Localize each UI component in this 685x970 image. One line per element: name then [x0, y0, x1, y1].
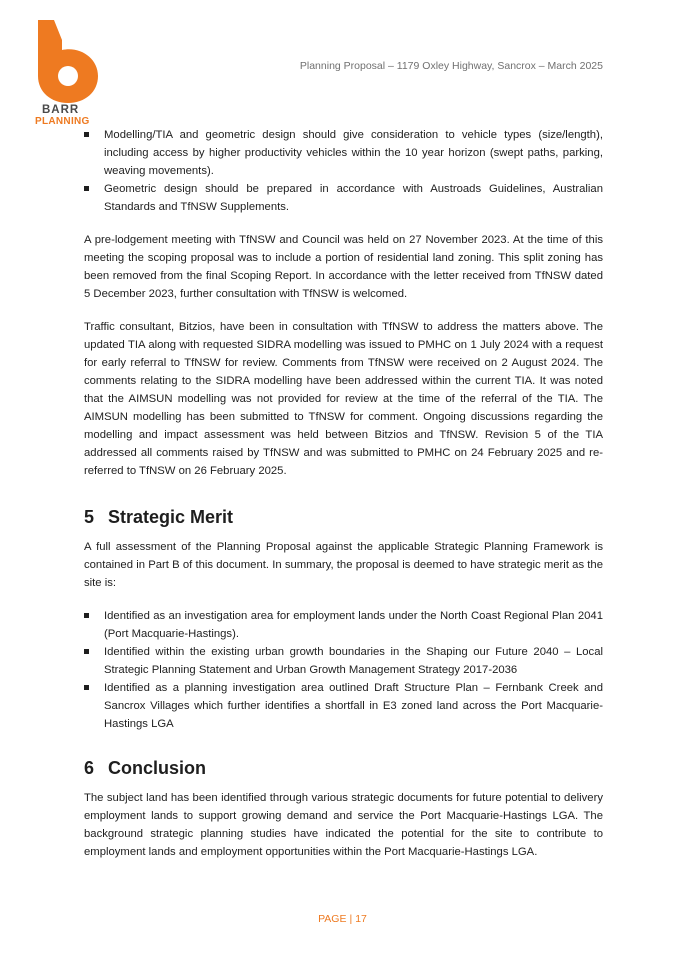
section-heading-conclusion: 6 Conclusion — [84, 758, 206, 778]
page-number: 17 — [355, 913, 367, 925]
square-bullet-icon — [84, 132, 89, 137]
list-item: Identified as a planning investigation area outlined Draft Structure Plan – Fernbank Creek and Sancrox Villages which further identifies a shortfall in E3 zoned land across the Port Macquarie-Hastings LGA — [84, 679, 603, 733]
logo-b-mark-icon — [32, 18, 102, 104]
footer-page-label: PAGE — [318, 913, 347, 925]
logo-text-barr: BARR — [42, 104, 80, 116]
list-item: Identified within the existing urban growth boundaries in the Shaping our Future 2040 – Local Strategic Planning Statement and Urban Growth Management Strategy 2017-2036 — [84, 643, 603, 679]
list-item: Geometric design should be prepared in accordance with Austroads Guidelines, Australian Standards and TfNSW Supplements. — [84, 180, 603, 216]
strategic-merit-intro: A full assessment of the Planning Proposal against the applicable Strategic Planning Framework is contained in Part B of this document. In summary, the proposal is deemed to have strategic merit as the site is: — [84, 541, 603, 589]
strategic-merit-bullet-list — [84, 607, 603, 733]
square-bullet-icon — [84, 613, 89, 618]
footer-separator: | — [349, 913, 353, 925]
running-header: Planning Proposal – 1179 Oxley Highway, Sancrox – March 2025 — [299, 60, 603, 72]
square-bullet-icon — [84, 649, 89, 654]
page-footer — [0, 913, 685, 925]
section-heading-strategic-merit: 5 Strategic Merit — [84, 507, 234, 527]
logo-text-planning: PLANNING — [35, 116, 90, 127]
square-bullet-icon — [84, 186, 89, 191]
conclusion-paragraph: The subject land has been identified through various strategic documents for future potential to delivery employment lands to support growing demand and service the Port Macquarie-Hastings LGA. The background strategic planning studies have indicated the potential for the site to contribute to employment lands and employment opportunities within the Port Macquarie-Hastings LGA. — [84, 792, 603, 858]
top-bullet-list — [84, 126, 603, 216]
paragraph-pre-lodgement: A pre-lodgement meeting with TfNSW and Council was held on 27 November 2023. At the time of this meeting the scoping proposal was to include a portion of residential land zoning. This split zoning has been removed from the final Scoping Report. In accordance with the letter received from TfNSW dated 5 December 2023, further consultation with TfNSW is welcomed. — [84, 234, 603, 300]
barr-planning-logo — [32, 18, 102, 130]
list-item: Modelling/TIA and geometric design should give consideration to vehicle types (size/length), including access by higher productivity vehicles within the 10 year horizon (swept paths, parking, weaving movements). — [84, 126, 603, 180]
page-content — [84, 126, 603, 861]
list-item: Identified as an investigation area for employment lands under the North Coast Regional Plan 2041 (Port Macquarie-Hastings). — [84, 607, 603, 643]
paragraph-traffic-consultant: Traffic consultant, Bitzios, have been in consultation with TfNSW to address the matters above. The updated TIA along with requested SIDRA modelling was issued to PMHC on 1 July 2024 with a request for early referral to TfNSW for review. Comments from TfNSW were received on 2 August 2024. The comments relating to the SIDRA modelling have been addressed within the current TIA. It was noted that the AIMSUN modelling was not provided for review at the time of the referral of the TIA. The AIMSUN modelling has been submitted to TfNSW for comment. Ongoing discussions regarding the modelling and impact assessment was held between Bitzios and TfNSW. Revision 5 of the TIA addressed all comments raised by TfNSW and was submitted to PMHC on 24 February 2025 and re-referred to TfNSW on 26 February 2025. — [84, 321, 603, 477]
square-bullet-icon — [84, 685, 89, 690]
